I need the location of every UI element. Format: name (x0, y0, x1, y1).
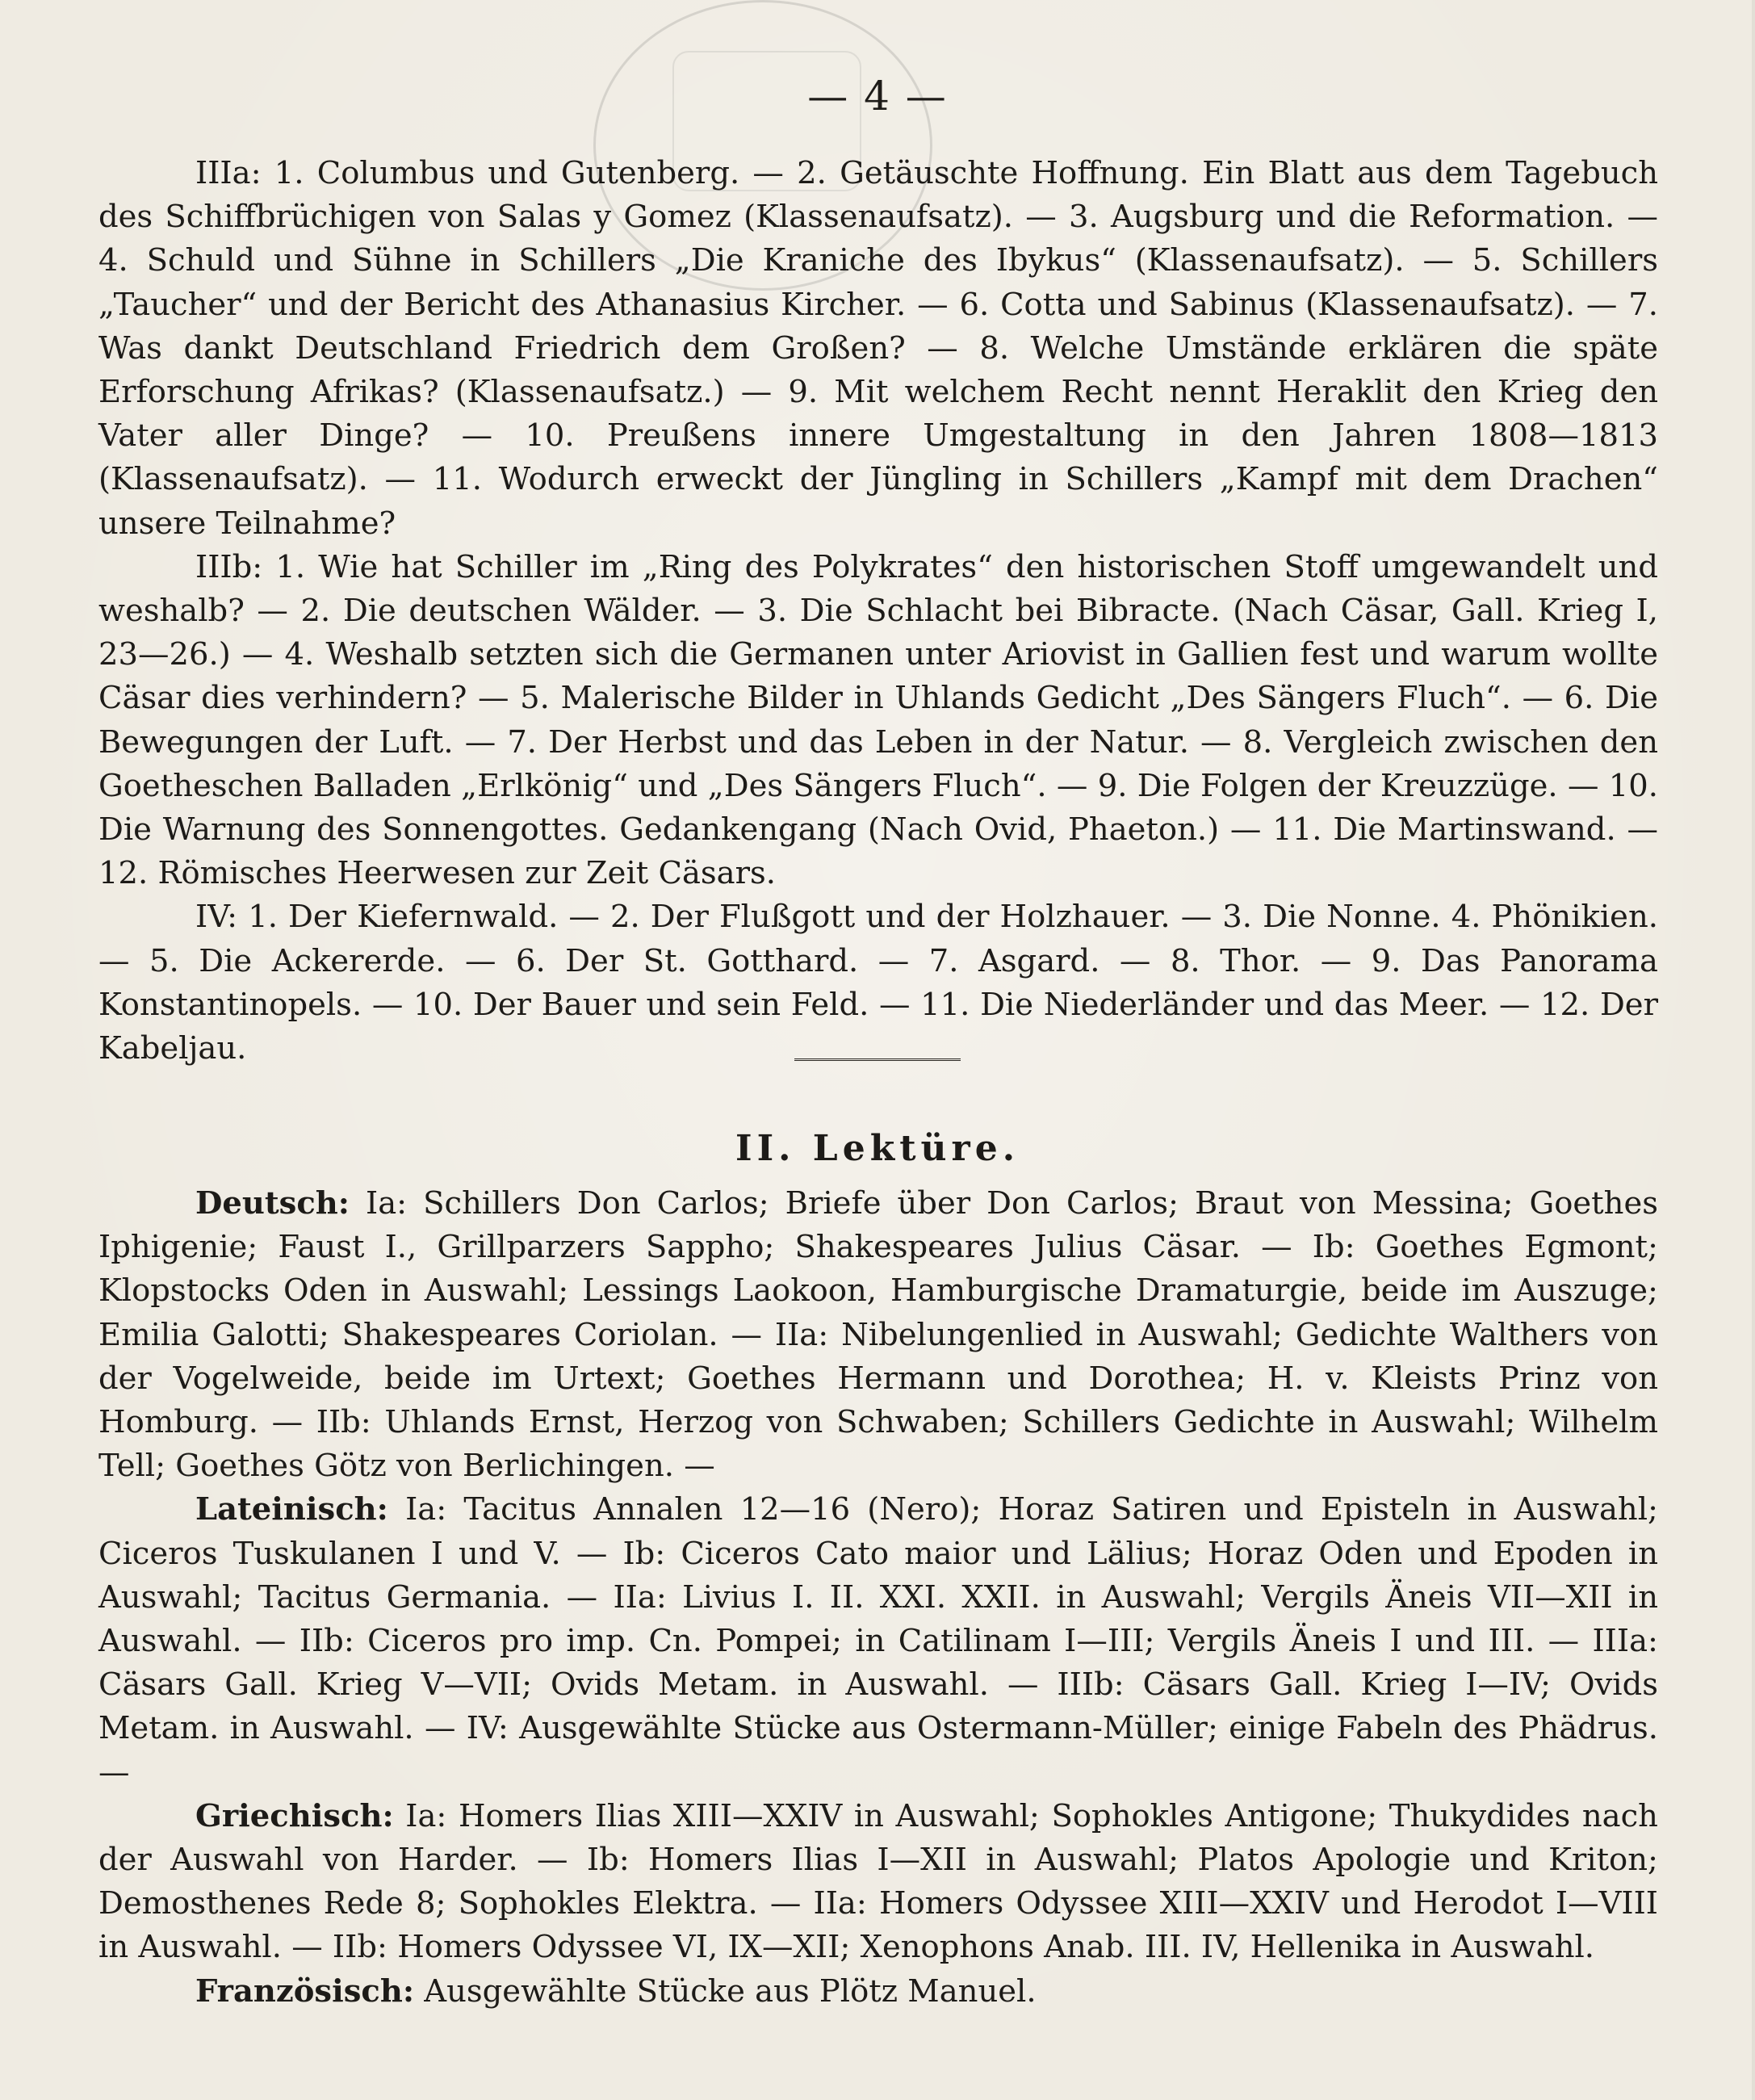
reading-paragraph-lateinisch (98, 1488, 1658, 1794)
class-label: IIIb: (195, 548, 263, 585)
reading-paragraph-griechisch (98, 1795, 1658, 1970)
essay-topics (98, 152, 1658, 1071)
scan-edge (1752, 0, 1755, 2100)
reading-text: Ausgewählte Stücke aus Plötz Manuel. (424, 1972, 1037, 2010)
subject-label: Lateinisch: (195, 1491, 388, 1528)
page-number: — 4 — (807, 73, 948, 119)
section-divider (794, 1058, 961, 1061)
essay-paragraph-iiib (98, 546, 1658, 896)
class-label: IIIa: (195, 155, 262, 191)
essay-text: 1. Columbus und Gutenberg. — 2. Getäuschte Hoffnung. Ein Blatt aus dem Tagebuch des Schiffbrüchigen von Salas y Gomez (Klassenaufsatz). — 3. Augsburg und die Reformation. — 4. Schuld und Sühne in Schillers „Die Kraniche des Ibykus“ (Klassenaufsatz). — 5. Schillers „Taucher“ und der Bericht des Athanasius Kircher. — 6. Cotta und Sabinus (Klassenaufsatz). — 7. Was dankt Deutschland Friedrich dem Großen? — 8. Welche Umstände erklären die späte Erforschung Afrikas? (Klassenaufsatz.) — 9. Mit welchem Recht nennt Heraklit den Krieg den Vater aller Dinge? — 10. Preußens innere Umgestaltung in den Jahren 1808—1813 (Klassenaufsatz). — 11. Wodurch erweckt der Jüngling in Schillers „Kampf mit dem Drachen“ unsere Teilnahme? (98, 155, 1658, 542)
subject-label: Deutsch: (195, 1185, 350, 1222)
essay-text: 1. Der Kiefernwald. — 2. Der Flußgott und der Holzhauer. — 3. Die Nonne. 4. Phönikien. — 5. Die Ackererde. — 6. Der St. Gotthard. — 7. Asgard. — 8. Thor. — 9. Das Panorama Konstantinopels. — 10. Der Bauer und sein Feld. — 11. Die Niederländer und das Meer. — 12. Der Kabeljau. (98, 899, 1658, 1067)
essay-paragraph-iv (98, 895, 1658, 1071)
subject-label: Französisch: (195, 1972, 415, 2010)
reading-paragraph-franzoesisch (98, 1970, 1658, 2014)
reading-text: Ia: Tacitus Annalen 12—16 (Nero); Horaz Satiren und Episteln in Auswahl; Ciceros Tuskulanen I und V. — Ib: Ciceros Cato maior und Lälius; Horaz Oden und Epoden in Auswahl; Tacitus Germania. — IIa: Livius I. II. XXI. XXII. in Auswahl; Vergils Äneis VII—XII in Auswahl. — IIb: Ciceros pro imp. Cn. Pompei; in Catilinam I—III; Vergils Äneis I und III. — IIIa: Cäsars Gall. Krieg V—VII; Ovids Metam. in Auswahl. — IIIb: Cäsars Gall. Krieg I—IV; Ovids Metam. in Auswahl. — IV: Ausgewählte Stücke aus Ostermann-Müller; einige Fabeln des Phädrus. — (98, 1491, 1658, 1791)
section-heading: II. Lektüre. (735, 1128, 1020, 1169)
reading-text: Ia: Homers Ilias XIII—XXIV in Auswahl; Sophokles Antigone; Thukydides nach der Auswahl von Harder. — Ib: Homers Ilias I—XII in Auswahl; Platos Apologie und Kriton; Demosthenes Rede 8; Sophokles Elektra. — IIa: Homers Odyssee XIII—XXIV und Herodot I—VIII in Auswahl. — IIb: Homers Odyssee VI, IX—XII; Xenophons Anab. III. IV, Hellenika in Auswahl. (98, 1797, 1658, 1966)
essay-text: 1. Wie hat Schiller im „Ring des Polykrates“ den historischen Stoff umgewandelt und weshalb? — 2. Die deutschen Wälder. — 3. Die Schlacht bei Bibracte. (Nach Cäsar, Gall. Krieg I, 23—26.) — 4. Weshalb setzten sich die Germanen unter Ariovist in Gallien fest und warum wollte Cäsar dies verhindern? — 5. Malerische Bilder in Uhlands Gedicht „Des Sängers Fluch“. — 6. Die Bewegungen der Luft. — 7. Der Herbst und das Leben in der Natur. — 8. Vergleich zwischen den Goetheschen Balladen „Erlkönig“ und „Des Sängers Fluch“. — 9. Die Folgen der Kreuzzüge. — 10. Die Warnung des Sonnengottes. Gedankengang (Nach Ovid, Phaeton.) — 11. Die Martinswand. — 12. Römisches Heerwesen zur Zeit Cäsars. (98, 548, 1658, 892)
reading-paragraph-deutsch (98, 1182, 1658, 1488)
reading-text: Ia: Schillers Don Carlos; Briefe über Don Carlos; Braut von Messina; Goethes Iphigenie; Faust I., Grillparzers Sappho; Shakespeares Julius Cäsar. — Ib: Goethes Egmont; Klopstocks Oden in Auswahl; Lessings Laokoon, Hamburgische Dramaturgie, beide im Auszuge; Emilia Galotti; Shakespeares Coriolan. — IIa: Nibelungenlied in Auswahl; Gedichte Walthers von der Vogelweide, beide im Urtext; Goethes Hermann und Dorothea; H. v. Kleists Prinz von Homburg. — IIb: Uhlands Ernst, Herzog von Schwaben; Schillers Gedichte in Auswahl; Wilhelm Tell; Goethes Götz von Berlichingen. — (98, 1185, 1658, 1485)
reading-list (98, 1182, 1658, 2014)
essay-paragraph-iiia (98, 152, 1658, 546)
class-label: IV: (195, 899, 238, 936)
subject-label: Griechisch: (195, 1797, 394, 1834)
